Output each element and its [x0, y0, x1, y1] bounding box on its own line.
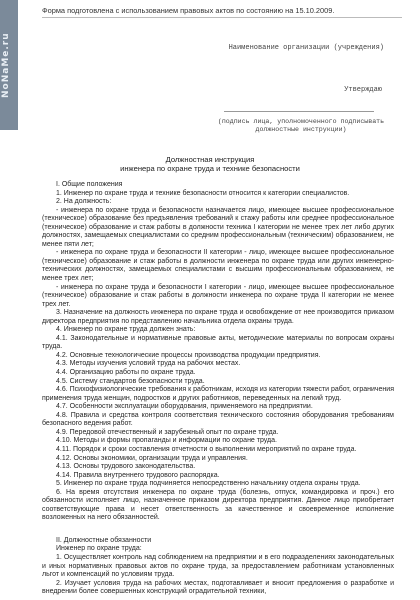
paragraph: 4.11. Порядок и сроки составления отчетности о выполнении мероприятий по охране труда.: [56, 445, 357, 453]
section-heading: I. Общие положения: [56, 181, 123, 188]
paragraph: 4.7. Особенности эксплуатации оборудования, применяемого на предприятии.: [56, 403, 313, 411]
paragraph: 4.9. Передовой отечественный и зарубежный опыт по охране труда.: [56, 428, 279, 436]
paragraph: 6. На время отсутствия инженера по охране труда (болезнь, отпуск, командировка и проч.) его обязанности исполняет лицо, назначенное приказом директора предприятия. Данное лицо приобретает соответствующие права и несет ответственность за качественное и своевременное исполнение возложенных на него обязанностей.: [42, 488, 394, 522]
organization-name: Наименование организации (учреждения): [228, 44, 384, 52]
paragraph: 3. Назначение на должность инженера по охране труда и освобождение от нее производится приказом директора предприятия по представлению начальника отдела охраны труда.: [42, 309, 394, 325]
paragraph: - инженера по охране труда и безопасности назначается лицо, имеющее высшее профессиональное (техническое) образование без предъявления требований к стажу работы или среднее профессиональное (техническое) образование и стаж работы в должности техника I категории не менее трех лет либо других должностях, замещаемых специалистами со средним профессиональным (техническим) образованием, не менее пяти лет;: [42, 206, 394, 248]
paragraph: - инженера по охране труда и безопасности II категории - лицо, имеющее высшее профессиональное (техническое) образование и стаж работы в должности инженера по охране труда или других инженерно-технических должностях, замещаемых специалистами с высшим профессиональным образованием, не менее трех лет;: [42, 249, 394, 283]
signature-caption: (подпись лица, уполномоченного подписывать должностные инструкции): [217, 118, 385, 134]
section-heading: II. Должностные обязанности: [56, 536, 152, 544]
paragraph: 1. Инженер по охране труда и технике безопасности относится к категории специалистов.: [56, 189, 350, 197]
paragraph: 4.10. Методы и формы пропаганды и информации по охране труда.: [56, 437, 277, 445]
paragraph: 4.1. Законодательные и нормативные правовые акты, методические материалы по вопросам охраны труда.: [42, 334, 394, 351]
paragraph: 5. Инженер по охране труда подчиняется непосредственно начальнику отдела охраны труда.: [56, 480, 361, 488]
signature-line: [224, 111, 374, 112]
paragraph: 4.4. Организацию работы по охране труда.: [56, 369, 196, 377]
paragraph: 1. Осуществляет контроль над соблюдением на предприятии и в его подразделениях законодательных и иных нормативных правовых актов по охране труда, за предоставлением работникам установленных льгот и компенсаций по условиям труда.: [42, 553, 394, 579]
paragraph: 2. На должность:: [56, 198, 112, 206]
watermark-stamp: NoNaMe.ru: [0, 0, 18, 130]
title-line-1: Должностная инструкция: [165, 155, 255, 164]
paragraph: 2. Изучает условия труда на рабочих местах, подготавливает и вносит предложения о разработке и внедрении более совершенных конструкций оградительной техники,: [42, 579, 394, 596]
paragraph: 4.6. Психофизиологические требования к работникам, исходя из категории тяжести работ, ограничения применения труда женщин, подростков и других работников, переведенных на легкий труд.: [42, 386, 394, 402]
paragraph: 4.2. Основные технологические процессы производства продукции предприятия.: [56, 351, 321, 359]
paragraph: - инженера по охране труда и безопасности I категории - лицо, имеющее высшее профессиональное (техническое) образование и стаж работы в должности инженера по охране труда II категории не менее трех лет.: [42, 283, 394, 308]
document-title: [0, 155, 420, 173]
paragraph: 4.8. Правила и средства контроля соответствия технического состояния оборудования требованиям безопасного ведения работ.: [42, 411, 394, 428]
paragraph: 4.5. Систему стандартов безопасности труда.: [56, 377, 205, 385]
paragraph: 4.3. Методы изучения условий труда на рабочих местах.: [56, 360, 241, 368]
approve-label: Утверждаю: [344, 86, 382, 94]
paragraph: 4.13. Основы трудового законодательства.: [56, 463, 196, 471]
paragraph: 4. Инженер по охране труда должен знать:: [56, 326, 196, 334]
paragraph: 4.12. Основы экономики, организации труда и управления.: [56, 454, 248, 462]
paragraph: 4.14. Правила внутреннего трудового распорядка.: [56, 471, 220, 479]
title-line-2: инженера по охране труда и технике безопасности: [120, 164, 300, 174]
form-source-note: Форма подготовлена с использованием правовых актов по состоянию на 15.10.2009.: [42, 6, 402, 18]
document-body: [42, 181, 394, 597]
paragraph: Инженер по охране труда:: [56, 545, 142, 553]
